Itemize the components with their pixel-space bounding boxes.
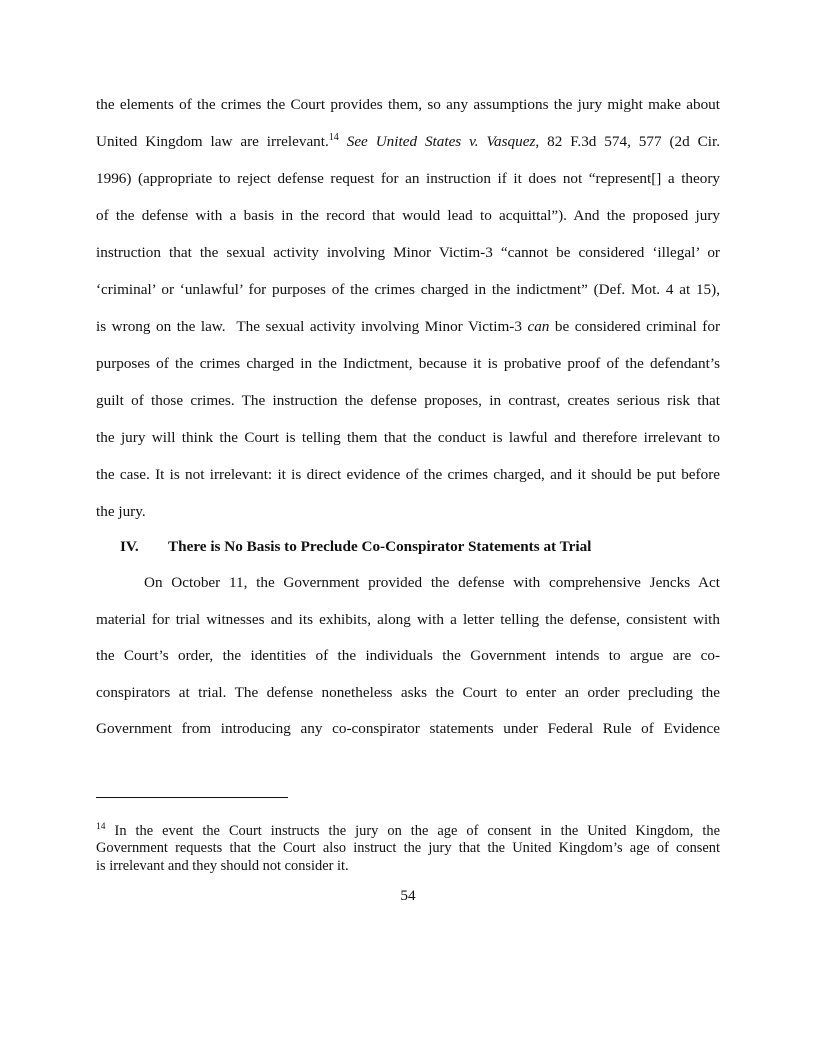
body-line-5 <box>96 243 720 263</box>
body-line-10 <box>96 428 720 448</box>
body-text: of the defense with a basis in the record that would lead to acquittal”). And the proposed jury <box>96 207 720 224</box>
footnote-line-2 <box>96 840 720 857</box>
section-title: There is No Basis to Preclude Co-Conspirator Statements at Trial <box>168 538 592 555</box>
body-line-4 <box>96 206 720 226</box>
body-text: material for trial witnesses and its exhibits, along with a letter telling the defense, consistent with <box>96 611 720 628</box>
body-text: the jury. <box>96 503 146 520</box>
body-line-9 <box>96 391 720 411</box>
body-line-8 <box>96 354 720 374</box>
footnote-text: Government requests that the Court also instruct the jury that the United Kingdom’s age of consent <box>96 840 720 856</box>
section-line-1 <box>144 573 720 593</box>
body-text: conspirators at trial. The defense nonetheless asks the Court to enter an order precluding the <box>96 684 720 701</box>
body-text: United Kingdom law are irrelevant. <box>96 133 329 150</box>
body-line-3 <box>96 169 720 189</box>
footnote-reference[interactable]: 14 <box>328 131 339 143</box>
footnote-separator <box>96 797 288 798</box>
body-line-11 <box>96 465 720 485</box>
section-heading <box>120 537 591 557</box>
footnote-marker: 14 <box>96 822 106 833</box>
case-citation: See United States v. Vasquez <box>346 133 536 150</box>
body-line-2 <box>96 132 720 152</box>
body-text: Government from introducing any co-conspirator statements under Federal Rule of Evidence <box>96 720 720 737</box>
body-text: be considered criminal for <box>549 318 720 335</box>
body-text: 1996) (appropriate to reject defense request for an instruction if it does not “represent[] a theory <box>96 170 720 187</box>
body-text: is wrong on the law. The sexual activity involving Minor Victim-3 <box>96 318 528 335</box>
section-line-4 <box>96 683 720 703</box>
footnote-line-1 <box>96 823 720 840</box>
body-text: purposes of the crimes charged in the Indictment, because it is probative proof of the defendant’s <box>96 355 720 372</box>
section-line-5 <box>96 719 720 739</box>
body-text: the elements of the crimes the Court provides them, so any assumptions the jury might make about <box>96 96 720 113</box>
section-number: IV. <box>120 538 139 555</box>
body-line-12 <box>96 502 720 522</box>
body-line-1 <box>96 95 720 115</box>
body-text: the jury will think the Court is telling them that the conduct is lawful and therefore irrelevant to <box>96 429 720 446</box>
body-text: , 82 F.3d 574, 577 (2d Cir. <box>535 133 721 150</box>
emphasis-text: can <box>527 318 550 335</box>
footnote-text: In the event the Court instructs the jury on the age of consent in the United Kingdom, the <box>105 823 720 839</box>
body-text: guilt of those crimes. The instruction the defense proposes, in contrast, creates serious risk that <box>96 392 720 409</box>
body-text: On October 11, the Government provided the defense with comprehensive Jencks Act <box>144 574 720 591</box>
page-number: 54 <box>400 887 416 904</box>
body-text: instruction that the sexual activity involving Minor Victim-3 “cannot be considered ‘illegal’ or <box>96 244 720 261</box>
body-text: ‘criminal’ or ‘unlawful’ for purposes of the crimes charged in the indictment” (Def. Mot. 4 at 15), <box>96 281 720 298</box>
body-line-6 <box>96 280 720 300</box>
footnote-text: is irrelevant and they should not consider it. <box>96 858 349 874</box>
footnote-line-3 <box>96 858 720 875</box>
section-line-2 <box>96 610 720 630</box>
body-text: the Court’s order, the identities of the individuals the Government intends to argue are co- <box>96 647 720 664</box>
body-text: the case. It is not irrelevant: it is direct evidence of the crimes charged, and it should be put before <box>96 466 720 483</box>
section-line-3 <box>96 646 720 666</box>
body-line-7 <box>96 317 720 337</box>
